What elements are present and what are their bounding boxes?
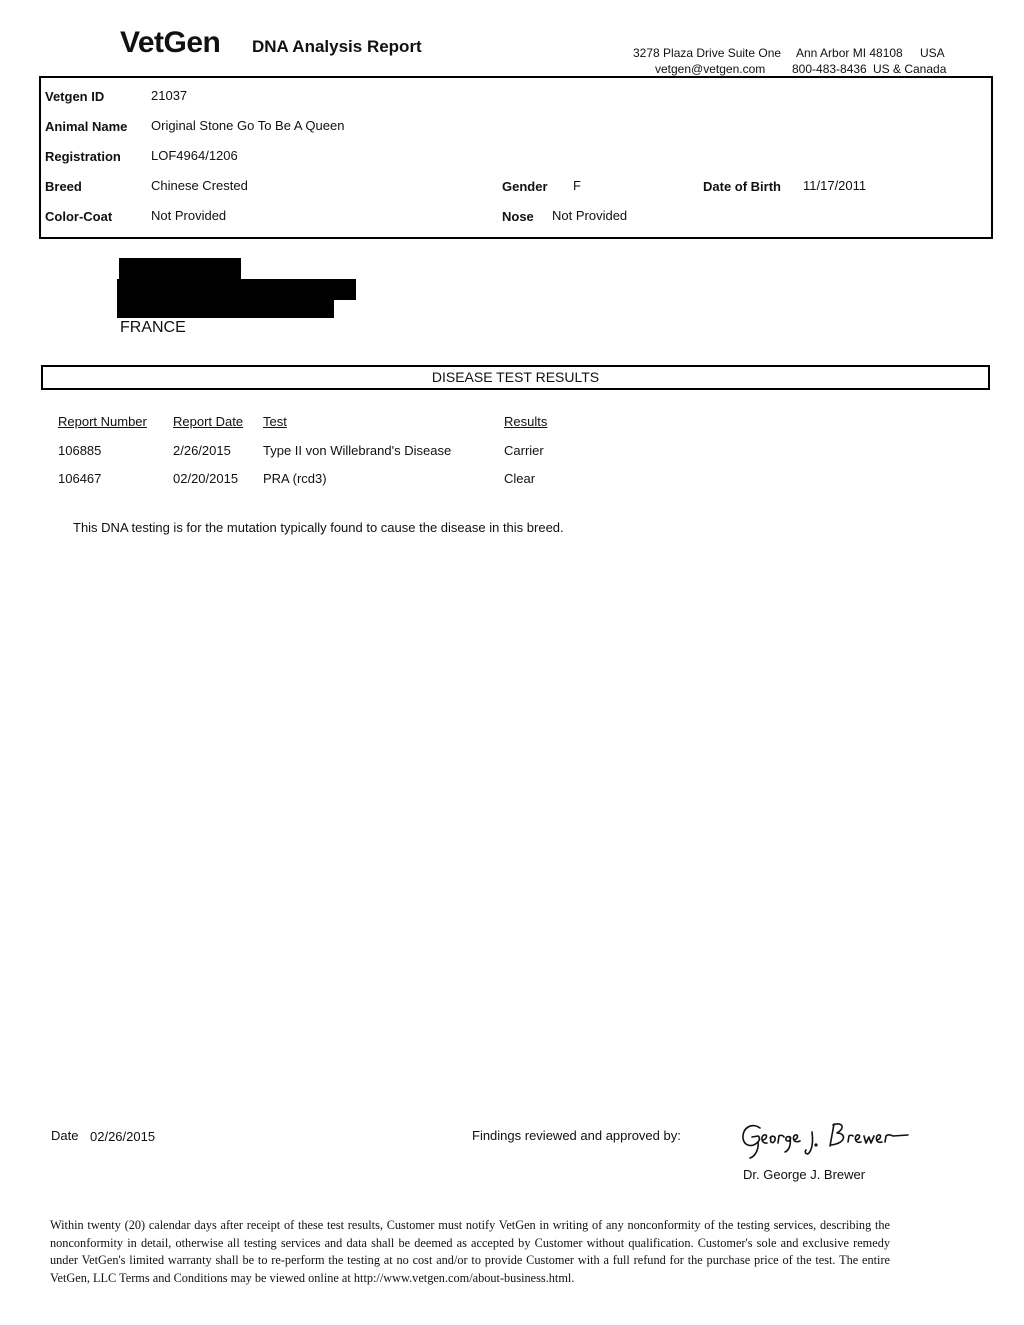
address-street: 3278 Plaza Drive Suite One (633, 46, 782, 60)
gender-value: F (573, 178, 581, 193)
breed-value: Chinese Crested (151, 178, 248, 193)
contact-email: vetgen@vetgen.com (655, 62, 766, 76)
cell-report-date: 2/26/2015 (173, 443, 231, 458)
cell-report-date: 02/20/2015 (173, 471, 239, 486)
cell-report-number: 106885 (58, 443, 102, 458)
animal-name-label: Animal Name (45, 119, 128, 134)
column-header-report-number: Report Number (58, 414, 147, 429)
date-of-birth-label: Date of Birth (703, 179, 781, 194)
cell-result: Clear (504, 471, 536, 486)
cell-report-number: 106467 (58, 471, 102, 486)
redacted-owner-address (117, 279, 356, 300)
column-header-test: Test (263, 414, 287, 429)
owner-country: FRANCE (120, 319, 186, 336)
column-header-results: Results (504, 414, 548, 429)
redacted-owner-name (119, 258, 241, 280)
signer-name: Dr. George J. Brewer (743, 1167, 866, 1182)
disease-results-header: DISEASE TEST RESULTS (41, 365, 990, 390)
column-header-report-date: Report Date (173, 414, 244, 429)
signature-image (738, 1118, 914, 1162)
vetgen-id-value: 21037 (151, 88, 188, 103)
address-country: USA (920, 46, 945, 60)
contact-phone-region: US & Canada (873, 62, 947, 76)
report-date-label: Date (51, 1128, 79, 1143)
cell-test: PRA (rcd3) (263, 471, 327, 486)
animal-name-value: Original Stone Go To Be A Queen (151, 118, 345, 133)
disclaimer-text: Within twenty (20) calendar days after receipt of these test results, Customer must notify VetGen in writing of any nonconformity of the testing services, describing the nonconformity in detail, otherwise all testing services and data shall be deemed as accepted by Customer without qualification. Customer's sole and exclusive remedy under VetGen's limited warranty shall be to re-perform the testing at no cost and/or to provide Customer with a full refund for the purchase price of the test. The entire VetGen, LLC Terms and Conditions may be viewed online at http://www.vetgen.com/about-business.html. (50, 1218, 890, 1285)
date-of-birth-value: 11/17/2011 (803, 178, 867, 193)
redacted-owner-city (117, 299, 334, 318)
report-date-value: 02/26/2015 (90, 1129, 156, 1144)
cell-test: Type II von Willebrand's Disease (263, 443, 452, 458)
contact-phone: 800-483-8436 (792, 62, 867, 76)
brand-logo: VetGen (120, 26, 221, 59)
registration-value: LOF4964/1206 (151, 148, 238, 163)
address-city: Ann Arbor MI 48108 (796, 46, 903, 60)
gender-label: Gender (502, 179, 548, 194)
vetgen-id-label: Vetgen ID (45, 89, 105, 104)
cell-result: Carrier (504, 443, 544, 458)
registration-label: Registration (45, 149, 121, 164)
nose-label: Nose (502, 209, 534, 224)
breed-label: Breed (45, 179, 82, 194)
approval-label: Findings reviewed and approved by: (472, 1128, 681, 1143)
testing-note: This DNA testing is for the mutation typically found to cause the disease in this breed. (73, 520, 564, 535)
color-coat-value: Not Provided (151, 208, 227, 223)
nose-value: Not Provided (552, 208, 628, 223)
report-title: DNA Analysis Report (252, 37, 422, 56)
color-coat-label: Color-Coat (45, 209, 113, 224)
